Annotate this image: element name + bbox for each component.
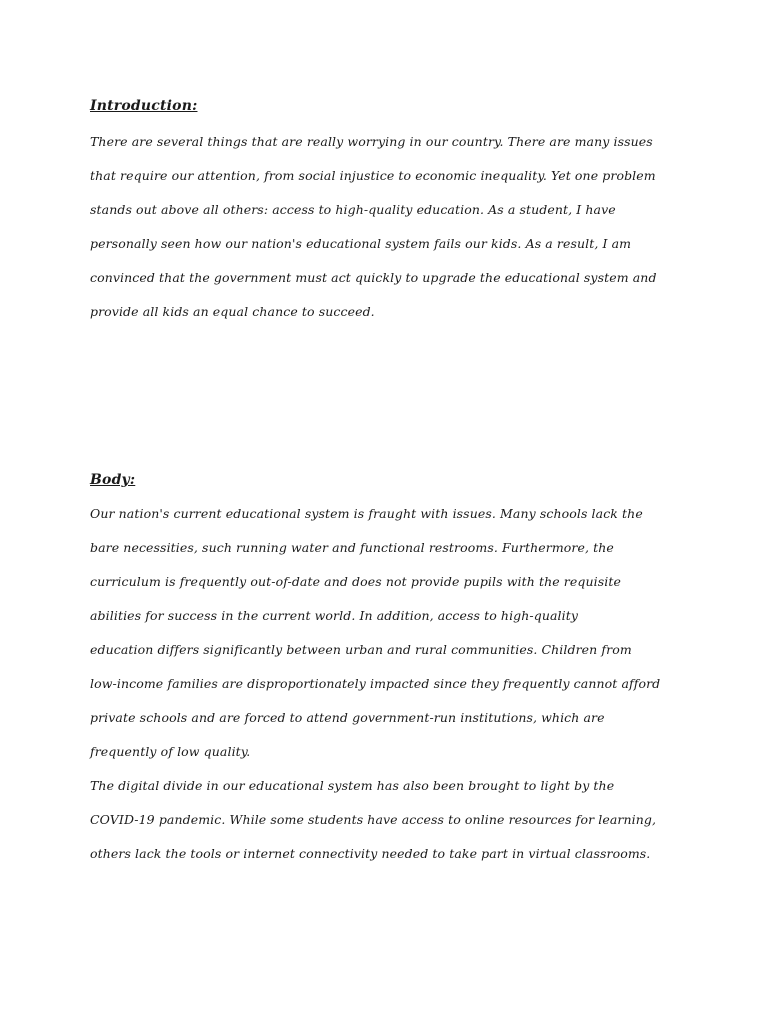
body-heading: Body: (90, 472, 136, 488)
body-line: bare necessities, such running water and functional restrooms. Furthermore, the (90, 540, 614, 555)
intro-line: provide all kids an equal chance to succeed. (90, 304, 375, 319)
intro-line: that require our attention, from social injustice to economic inequality. Yet one problem (90, 168, 656, 183)
body-line: The digital divide in our educational system has also been brought to light by the (90, 778, 615, 793)
intro-line: convinced that the government must act quickly to upgrade the educational system and (90, 270, 657, 285)
body-line: low-income families are disproportionately impacted since they frequently cannot afford (90, 676, 661, 691)
body-line: COVID-19 pandemic. While some students have access to online resources for learning, (90, 812, 657, 827)
body-line: curriculum is frequently out-of-date and does not provide pupils with the requisite (90, 574, 621, 589)
body-line: abilities for success in the current world. In addition, access to high-quality (90, 608, 579, 623)
body-line: Our nation's current educational system is fraught with issues. Many schools lack the (90, 506, 643, 521)
body-line: education differs significantly between urban and rural communities. Children from (90, 642, 632, 657)
body-line: frequently of low quality. (90, 744, 251, 759)
intro-heading: Introduction: (90, 98, 198, 114)
body-line: private schools and are forced to attend government-run institutions, which are (90, 710, 605, 725)
intro-line: personally seen how our nation's educational system fails our kids. As a result, I am (90, 236, 632, 251)
body-line: others lack the tools or internet connectivity needed to take part in virtual classrooms. (90, 846, 651, 861)
intro-line: There are several things that are really worrying in our country. There are many issues (90, 134, 653, 149)
intro-line: stands out above all others: access to high-quality education. As a student, I have (90, 202, 616, 217)
